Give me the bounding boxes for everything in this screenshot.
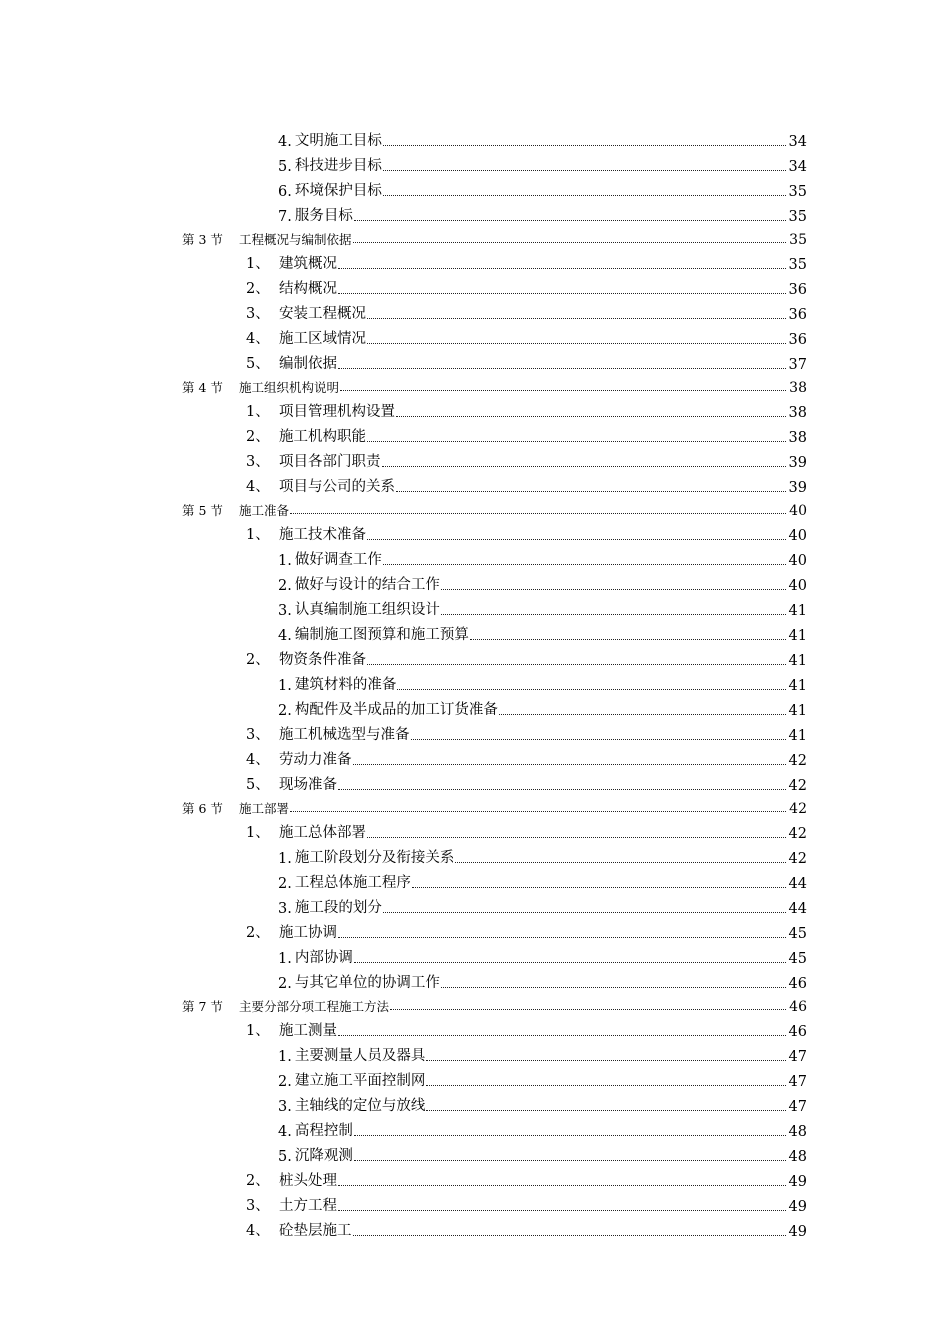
dot-leader [367,343,786,344]
toc-entry[interactable] [0,519,950,544]
toc-entry-number: 4. [278,134,292,150]
toc-entry-number: 第 5 节 [182,503,223,518]
toc-entry-title: 建筑概况 [279,256,337,272]
toc-entry-title: 文明施工目标 [294,133,382,149]
toc-entry-number: 2、 [246,652,270,668]
toc-entry[interactable] [0,619,950,644]
toc-entry-title: 做好与设计的结合工作 [294,577,440,593]
dot-leader [455,862,786,863]
toc-entry-number: 4. [278,628,292,644]
dot-leader [353,242,786,243]
toc-entry-page-number: 41 [788,678,807,694]
toc-entry-page-number: 44 [788,901,807,917]
toc-entry-number: 第 3 节 [182,232,223,247]
toc-entry-page-number: 35 [788,184,807,200]
toc-entry-number: 第 4 节 [182,380,223,395]
toc-entry-number: 1. [278,1049,292,1065]
toc-entry[interactable] [0,769,950,794]
toc-entry[interactable] [0,150,950,175]
toc-entry-page-number: 45 [788,926,807,942]
toc-entry[interactable] [0,1215,950,1240]
toc-entry-page-number: 42 [788,851,807,867]
toc-entry[interactable] [0,200,950,225]
toc-entry-number: 1、 [246,825,270,841]
toc-entry-page-number: 41 [788,653,807,669]
toc-entry-page-number: 36 [788,307,807,323]
dot-leader [340,390,786,391]
toc-entry-page-number: 49 [788,1174,807,1190]
toc-entry-number: 6. [278,184,292,200]
toc-entry-page-number: 38 [788,430,807,446]
dot-leader [367,318,786,319]
dot-leader [338,1185,786,1186]
toc-entry-page-number: 36 [788,282,807,298]
dot-leader [353,1235,787,1236]
dot-leader [383,912,786,913]
toc-entry-number: 7. [278,209,292,225]
toc-entry-page-number: 48 [788,1124,807,1140]
toc-entry-page-number: 42 [788,826,807,842]
dot-leader [383,170,786,171]
toc-entry-page-number: 39 [788,480,807,496]
toc-entry-page-number: 40 [788,578,807,594]
dot-leader [411,739,787,740]
toc-entry-page-number: 34 [788,134,807,150]
toc-entry-number: 3. [278,603,292,619]
dot-leader [396,416,786,417]
toc-entry-title: 施工准备 [239,503,290,518]
toc-section-entry[interactable] [0,496,950,519]
toc-entry[interactable] [0,125,950,150]
toc-entry-page-number: 40 [789,503,807,519]
toc-entry[interactable] [0,248,950,273]
toc-entry-page-number: 48 [788,1149,807,1165]
toc-entry-page-number: 36 [788,332,807,348]
toc-entry-number: 1、 [246,256,270,272]
toc-entry[interactable] [0,471,950,496]
toc-section-entry[interactable] [0,794,950,817]
dot-leader [397,689,786,690]
toc-entry-number: 3、 [246,306,270,322]
dot-leader [367,539,786,540]
toc-section-entry[interactable] [0,225,950,248]
toc-entry-page-number: 38 [788,405,807,421]
toc-entry[interactable] [0,892,950,917]
toc-entry-number: 2. [278,578,292,594]
toc-entry-page-number: 44 [788,876,807,892]
toc-entry[interactable] [0,348,950,373]
toc-entry-number: 4、 [246,1223,270,1239]
toc-entry-title: 施工测量 [279,1023,337,1039]
toc-entry-page-number: 41 [788,728,807,744]
toc-entry[interactable] [0,421,950,446]
dot-leader [354,962,786,963]
toc-entry-title: 桩头处理 [279,1173,337,1189]
toc-entry-page-number: 42 [788,778,807,794]
toc-entry-page-number: 47 [788,1049,807,1065]
toc-entry[interactable] [0,917,950,942]
toc-entry[interactable] [0,446,950,471]
toc-entry-title: 施工协调 [279,925,337,941]
toc-entry-page-number: 42 [789,801,807,817]
toc-entry[interactable] [0,694,950,719]
toc-entry-title: 劳动力准备 [279,752,352,768]
toc-entry-title: 建筑材料的准备 [294,677,397,693]
toc-entry-page-number: 35 [788,257,807,273]
dot-leader [367,837,786,838]
dot-leader [338,937,786,938]
toc-entry-title: 构配件及半成品的加工订货准备 [294,702,498,718]
toc-entry-number: 2. [278,703,292,719]
toc-entry-page-number: 41 [788,603,807,619]
toc-entry-title: 施工阶段划分及衔接关系 [294,850,455,866]
toc-entry-number: 3、 [246,727,270,743]
toc-entry-title: 主要分部分项工程施工方法 [239,999,390,1014]
toc-entry-number: 1、 [246,404,270,420]
dot-leader [470,639,786,640]
toc-entry-number: 1. [278,851,292,867]
toc-entry-title: 项目各部门职责 [279,454,381,470]
toc-entry-title: 内部协调 [294,950,353,966]
dot-leader [354,220,786,221]
dot-leader [441,589,786,590]
toc-entry-title: 安装工程概况 [279,306,366,322]
toc-section-entry[interactable] [0,992,950,1015]
toc-entry[interactable] [0,719,950,744]
toc-entry[interactable] [0,594,950,619]
toc-entry-title: 施工总体部署 [279,825,366,841]
toc-entry-page-number: 46 [788,976,807,992]
toc-entry-title: 施工机械选型与准备 [279,727,410,743]
toc-entry-page-number: 39 [788,455,807,471]
dot-leader [338,368,786,369]
toc-entry-number: 4、 [246,479,270,495]
toc-entry-title: 工程概况与编制依据 [239,232,352,247]
dot-leader [383,145,786,146]
toc-entry-title: 土方工程 [279,1198,337,1214]
dot-leader [383,195,786,196]
toc-entry[interactable] [0,842,950,867]
toc-entry[interactable] [0,644,950,669]
toc-entry-title: 与其它单位的协调工作 [294,975,440,991]
toc-entry-title: 做好调查工作 [294,552,382,568]
toc-entry-title: 高程控制 [294,1123,353,1139]
toc-entry-title: 编制施工图预算和施工预算 [294,627,469,643]
toc-entry-page-number: 49 [788,1199,807,1215]
toc-entry-number: 2、 [246,281,270,297]
toc-entry[interactable] [0,175,950,200]
dot-leader [499,714,786,715]
toc-entry[interactable] [0,817,950,842]
dot-leader [426,1060,786,1061]
toc-entry-title: 认真编制施工组织设计 [294,602,440,618]
toc-entry-number: 4、 [246,752,270,768]
toc-entry-number: 1. [278,951,292,967]
toc-entry-title: 建立施工平面控制网 [294,1073,426,1089]
toc-entry-page-number: 46 [788,1024,807,1040]
toc-entry-number: 1、 [246,527,270,543]
dot-leader [338,268,786,269]
toc-entry-title: 主轴线的定位与放线 [294,1098,426,1114]
toc-entry-title: 项目管理机构设置 [279,404,395,420]
toc-entry-title: 沉降观测 [294,1148,353,1164]
toc-entry[interactable] [0,967,950,992]
toc-entry-number: 第 6 节 [182,801,223,816]
dot-leader [383,564,786,565]
toc-entry-number: 2. [278,976,292,992]
toc-entry[interactable] [0,1115,950,1140]
toc-entry-number: 2、 [246,925,270,941]
toc-entry-page-number: 35 [789,232,807,248]
toc-entry-number: 5. [278,1149,292,1165]
toc-entry-number: 3. [278,1099,292,1115]
toc-entry-title: 科技进步目标 [294,158,382,174]
dot-leader [426,1085,786,1086]
dot-leader [441,614,786,615]
toc-entry-page-number: 34 [788,159,807,175]
dot-leader [290,811,786,812]
toc-entry-title: 环境保护目标 [294,183,382,199]
toc-entry-page-number: 42 [788,753,807,769]
toc-entry-number: 5、 [246,356,270,372]
dot-leader [290,513,786,514]
toc-entry-title: 项目与公司的关系 [279,479,395,495]
toc-entry[interactable] [0,1015,950,1040]
toc-entry-title: 施工部署 [239,801,290,816]
toc-entry-title: 施工组织机构说明 [239,380,340,395]
toc-entry-title: 主要测量人员及器具 [294,1048,426,1064]
dot-leader [338,1035,786,1036]
toc-entry[interactable] [0,298,950,323]
toc-entry-title: 施工技术准备 [279,527,366,543]
toc-entry-number: 4. [278,1124,292,1140]
table-of-contents [0,125,950,1240]
toc-entry-page-number: 46 [789,999,807,1015]
toc-entry[interactable] [0,942,950,967]
toc-entry-number: 5、 [246,777,270,793]
toc-entry-page-number: 47 [788,1099,807,1115]
toc-entry[interactable] [0,569,950,594]
dot-leader [367,441,786,442]
toc-entry-title: 施工机构职能 [279,429,366,445]
toc-entry-number: 1. [278,678,292,694]
toc-entry[interactable] [0,1040,950,1065]
toc-entry-page-number: 40 [788,528,807,544]
toc-entry-page-number: 41 [788,703,807,719]
toc-entry-number: 2、 [246,1173,270,1189]
dot-leader [338,789,786,790]
toc-entry-number: 2、 [246,429,270,445]
toc-entry-page-number: 49 [788,1224,807,1240]
toc-entry[interactable] [0,867,950,892]
toc-entry-number: 3、 [246,454,270,470]
toc-entry-title: 施工区域情况 [279,331,366,347]
toc-entry[interactable] [0,1065,950,1090]
toc-entry-number: 2. [278,876,292,892]
toc-entry-number: 1、 [246,1023,270,1039]
toc-entry-page-number: 41 [788,628,807,644]
toc-entry-page-number: 40 [788,553,807,569]
toc-entry[interactable] [0,1090,950,1115]
toc-entry-page-number: 47 [788,1074,807,1090]
toc-entry-number: 第 7 节 [182,999,223,1014]
toc-section-entry[interactable] [0,373,950,396]
toc-entry[interactable] [0,744,950,769]
toc-entry[interactable] [0,544,950,569]
dot-leader [354,1160,786,1161]
toc-entry-page-number: 45 [788,951,807,967]
toc-entry-number: 3、 [246,1198,270,1214]
toc-entry-title: 物资条件准备 [279,652,366,668]
dot-leader [353,764,787,765]
dot-leader [382,466,787,467]
dot-leader [338,1210,786,1211]
toc-entry-number: 5. [278,159,292,175]
dot-leader [338,293,786,294]
dot-leader [367,664,786,665]
dot-leader [426,1110,786,1111]
dot-leader [390,1009,786,1010]
toc-entry-title: 施工段的划分 [294,900,382,916]
toc-entry-title: 服务目标 [294,208,353,224]
toc-entry-title: 工程总体施工程序 [294,875,411,891]
toc-entry-title: 结构概况 [279,281,337,297]
toc-entry[interactable] [0,1165,950,1190]
toc-entry[interactable] [0,273,950,298]
toc-entry[interactable] [0,396,950,421]
toc-entry[interactable] [0,1190,950,1215]
toc-entry-page-number: 35 [788,209,807,225]
toc-entry-page-number: 38 [789,380,807,396]
toc-entry-title: 编制依据 [279,356,337,372]
toc-entry-title: 砼垫层施工 [279,1223,352,1239]
toc-entry[interactable] [0,669,950,694]
toc-entry-number: 4、 [246,331,270,347]
toc-entry-number: 3. [278,901,292,917]
toc-entry[interactable] [0,323,950,348]
toc-entry-title: 现场准备 [279,777,337,793]
dot-leader [354,1135,786,1136]
toc-entry-number: 2. [278,1074,292,1090]
dot-leader [396,491,786,492]
toc-entry-number: 1. [278,553,292,569]
dot-leader [412,887,786,888]
dot-leader [441,987,786,988]
toc-entry[interactable] [0,1140,950,1165]
toc-entry-page-number: 37 [788,357,807,373]
